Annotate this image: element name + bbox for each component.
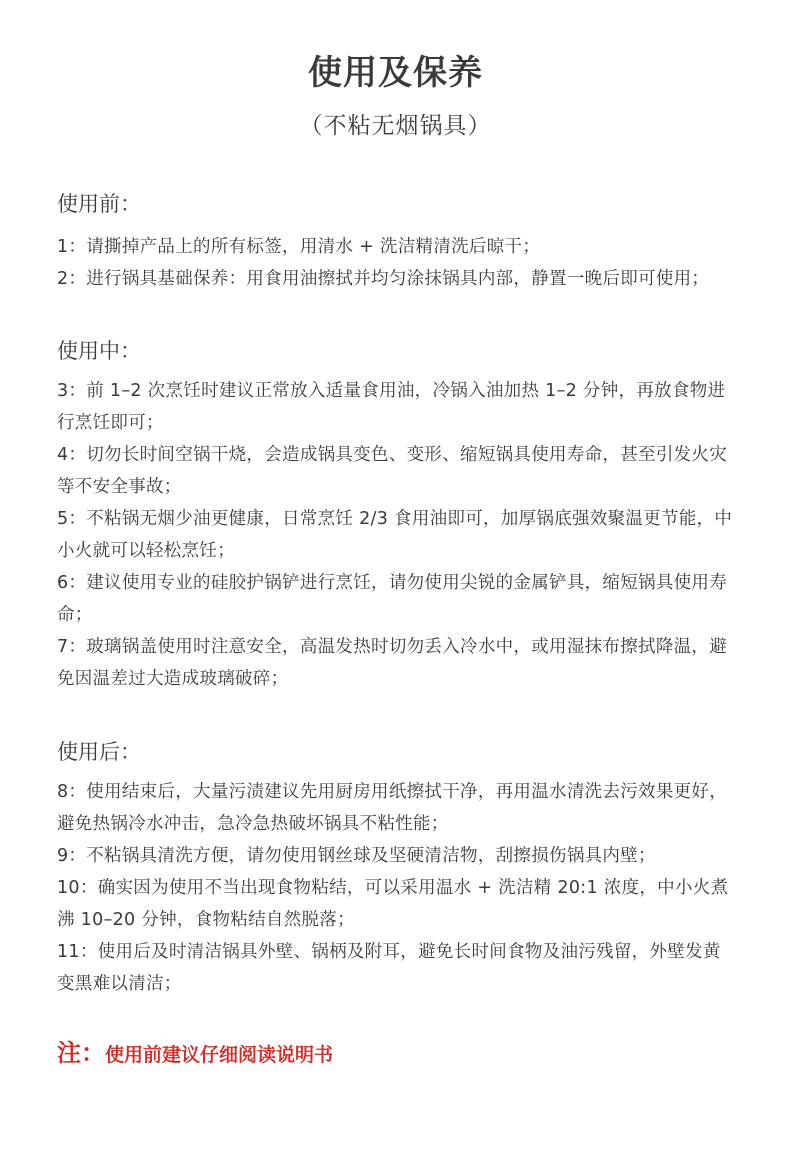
note-text: 使用前建议仔细阅读说明书 [105,1044,334,1066]
instruction-item: 1：请撕掉产品上的所有标签，用清水 + 洗洁精清洗后晾干； [57,237,541,257]
page-title: 使用及保养 [308,53,483,93]
note-prefix: 注： [57,1039,105,1067]
section-before-use [57,189,734,295]
section-heading: 使用中： [57,339,141,363]
instruction-item: 7：玻璃锅盖使用时注意安全，高温发热时切勿丢入冷水中，或用湿抹布擦拭降温，避免因温差过大造成玻璃破碎； [57,637,728,689]
instruction-item: 8：使用结束后，大量污渍建议先用厨房用纸擦拭干净，再用温水清洗去污效果更好，避免热锅冷水冲击，急冷急热破坏锅具不粘性能； [57,782,728,834]
instruction-item: 9：不粘锅具清洗方便，请勿使用钢丝球及坚硬清洁物，刮擦损伤锅具内壁； [57,846,656,866]
instruction-item: 10：确实因为使用不当出现食物粘结，可以采用温水 + 洗洁精 20:1 浓度，中小火煮沸 10–20 分钟，食物粘结自然脱落； [57,878,729,930]
instruction-item: 6：建议使用专业的硅胶护锅铲进行烹饪，请勿使用尖锐的金属铲具，缩短锅具使用寿命； [57,573,728,625]
reading-note [57,1038,734,1070]
instruction-item: 2：进行锅具基础保养：用食用油擦拭并均匀涂抹锅具内部，静置一晚后即可使用； [57,269,710,289]
page-subtitle: （不粘无烟锅具） [299,113,492,139]
instruction-item: 5：不粘锅无烟少油更健康，日常烹饪 2/3 食用油即可，加厚锅底强效聚温更节能，中小火就可以轻松烹饪； [57,509,733,561]
instruction-item: 11：使用后及时清洁锅具外壁、锅柄及附耳，避免长时间食物及油污残留，外壁发黄变黑难以清洁； [57,942,721,994]
instruction-item: 3：前 1–2 次烹饪时建议正常放入适量食用油，冷锅入油加热 1–2 分钟，再放食物进行烹饪即可； [57,381,726,433]
section-heading: 使用后： [57,740,141,764]
instruction-item: 4：切勿长时间空锅干烧，会造成锅具变色、变形、缩短锅具使用寿命，甚至引发火灾等不安全事故； [57,445,728,497]
section-heading: 使用前： [57,192,141,216]
section-during-use [57,336,734,695]
section-after-use [57,737,734,1000]
